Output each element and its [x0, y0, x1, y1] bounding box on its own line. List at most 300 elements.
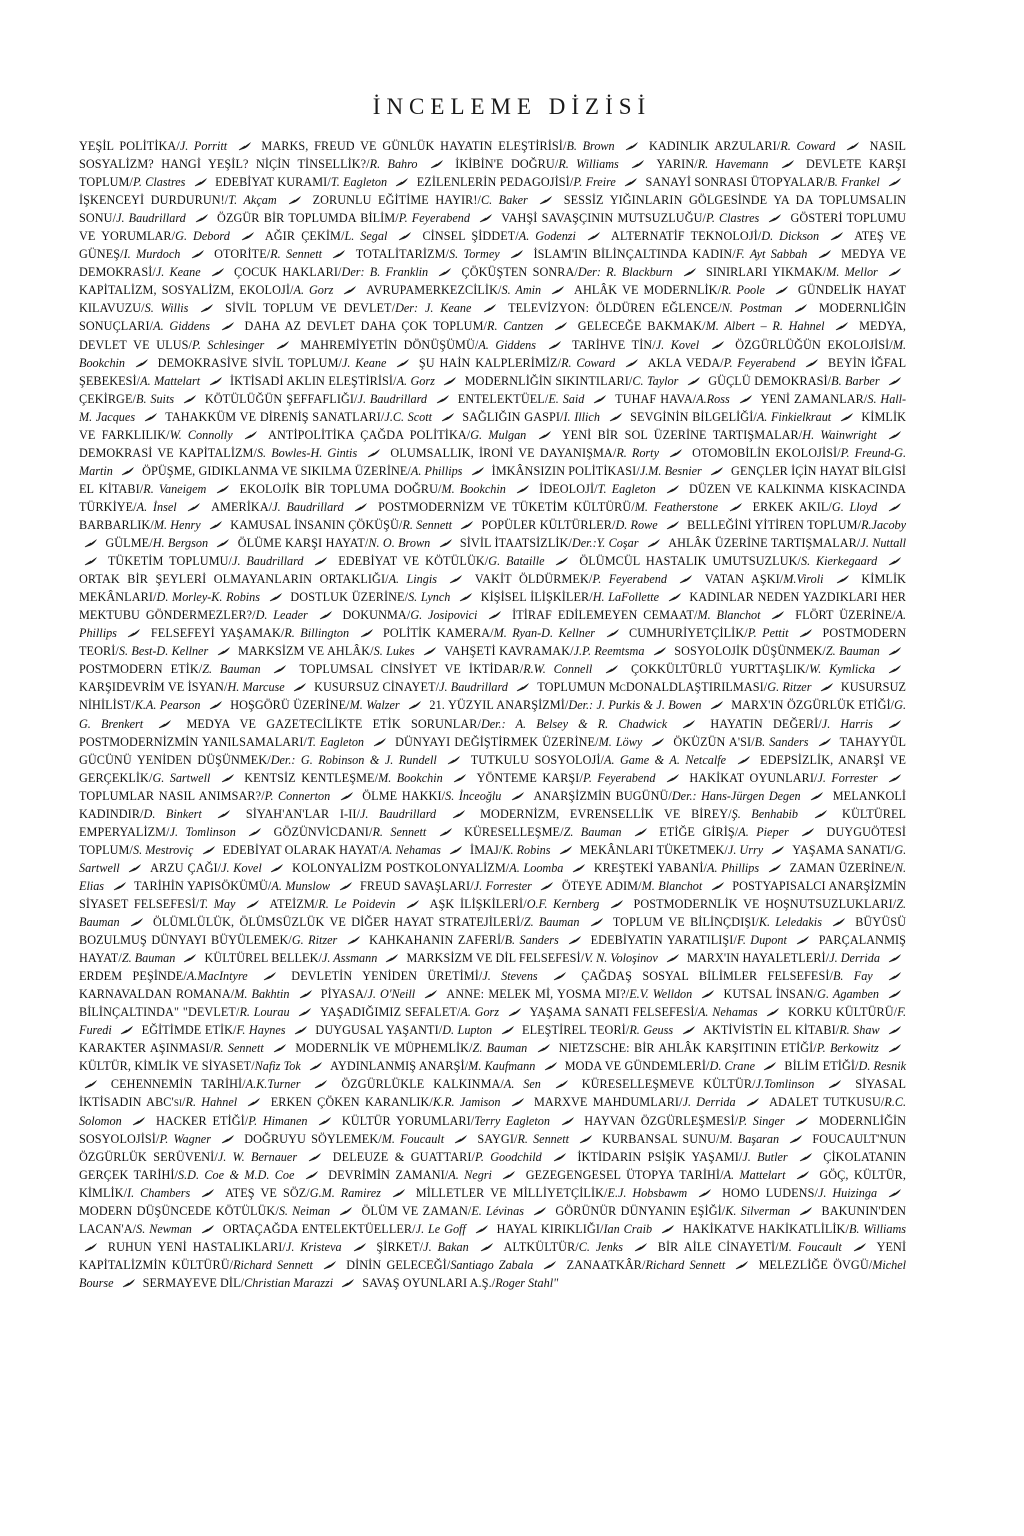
- leaf-ornament-icon: [305, 1170, 319, 1180]
- book-title: DEVLETİN YENİDEN ÜRETİMİ/: [291, 969, 483, 984]
- book-title: GENÇLER İÇİN HAYAT BİLGİSİ EL KİTABI/: [79, 463, 907, 496]
- book-title: ATEŞ VE GÜNEŞ/: [79, 229, 907, 262]
- book-author: E.J. Hobsbawm: [607, 1185, 688, 1200]
- catalog-entry: [481, 590, 659, 604]
- catalog-entry: [79, 1059, 301, 1073]
- book-title: HAKİKATVE HAKİKATLİLİK/: [682, 1221, 849, 1236]
- leaf-ornament-icon: [246, 899, 260, 909]
- leaf-ornament-icon: [679, 574, 693, 584]
- leaf-ornament-icon: [540, 881, 554, 891]
- leaf-ornament-icon: [217, 646, 231, 656]
- leaf-ornament-icon: [710, 700, 724, 710]
- book-author: S. Mestroviç: [132, 842, 194, 857]
- leaf-ornament-icon: [818, 737, 832, 747]
- book-author: F. Dupont: [736, 933, 787, 948]
- catalog-entry: [240, 482, 506, 496]
- leaf-ornament-icon: [888, 376, 902, 386]
- book-title: ERKEN ÇÖKEN KARANLIK/: [270, 1095, 433, 1110]
- leaf-ornament-icon: [846, 141, 860, 151]
- book-title: TOTALİTARİZM/: [355, 247, 450, 262]
- book-author: J.M. Besnier: [639, 463, 702, 478]
- book-author: G. Josipovici: [410, 608, 478, 623]
- book-author: S. Newman: [136, 1221, 192, 1236]
- book-author: D. Crane: [709, 1059, 756, 1074]
- book-title: BARBARLIK/: [79, 517, 154, 532]
- book-title: SİVİL İTAATSİZLİK/: [459, 536, 572, 551]
- leaf-ornament-icon: [711, 881, 725, 891]
- leaf-ornament-icon: [238, 141, 252, 151]
- book-title: ALTERNATİF TEKNOLOJİ/: [611, 229, 762, 244]
- book-author: A. Gorz: [460, 1005, 500, 1020]
- book-title: DOSTLUK ÜZERİNE/: [290, 590, 409, 605]
- catalog-entry: [79, 1041, 264, 1055]
- catalog-entry: [475, 572, 667, 586]
- catalog-entry: [480, 807, 798, 821]
- book-title: ŞİRKET/: [376, 1239, 424, 1254]
- book-title: DÜNYAYI DEĞİŞTİRMEK ÜZERİNE/: [395, 734, 599, 749]
- book-author: D. Resnik: [858, 1059, 907, 1074]
- book-author: J. Baudrillard: [360, 806, 437, 821]
- book-title: DOĞRUYU SÖYLEMEK/: [244, 1131, 382, 1146]
- book-title: SOSYOLOJİK DÜŞÜNMEK/: [674, 644, 826, 659]
- book-author: M. Bakhtin: [234, 987, 290, 1002]
- book-author: J. Kovel: [221, 860, 262, 875]
- leaf-ornament-icon: [424, 989, 438, 999]
- leaf-ornament-icon: [768, 863, 782, 873]
- catalog-entry: [705, 572, 824, 586]
- leaf-ornament-icon: [698, 1188, 712, 1198]
- leaf-ornament-icon: [194, 177, 208, 187]
- catalog-entry: [462, 410, 600, 424]
- book-author: A. Gorz: [396, 373, 435, 388]
- leaf-ornament-icon: [631, 159, 645, 169]
- book-title: FREUD SAVAŞLARI/: [360, 878, 474, 893]
- catalog-entry: [530, 1005, 758, 1019]
- catalog-entry: [230, 698, 399, 712]
- book-author: A. Negri: [448, 1167, 492, 1182]
- leaf-ornament-icon: [339, 881, 353, 891]
- book-title: YENİ ZAMANLAR/: [760, 391, 868, 406]
- book-title: ÇÖKÜŞTEN SONRA/: [461, 265, 578, 280]
- book-title: POSTMODERN TEORİ/: [79, 626, 907, 659]
- leaf-ornament-icon: [406, 899, 420, 909]
- catalog-entry: [446, 987, 692, 1001]
- book-title: AKLA VEDA/: [647, 355, 724, 370]
- leaf-ornament-icon: [553, 971, 567, 981]
- book-title: MEDYA VE GAZETECİLİKTE ETİK SORUNLAR/: [186, 716, 481, 731]
- leaf-ornament-icon: [701, 989, 715, 999]
- catalog-entry: [455, 157, 619, 171]
- catalog-entry: [290, 590, 450, 604]
- book-author: R. Billington: [284, 626, 350, 641]
- book-author: S. Amin: [501, 283, 542, 298]
- leaf-ornament-icon: [610, 899, 624, 909]
- catalog-entry: [390, 446, 659, 460]
- catalog-entry: [341, 1077, 541, 1091]
- book-author: J. Keane: [342, 355, 387, 370]
- book-author: P. Clastres: [706, 211, 760, 226]
- book-author: C. Baker: [481, 193, 528, 208]
- leaf-ornament-icon: [593, 394, 607, 404]
- book-author: J. Butler: [742, 1149, 788, 1164]
- leaf-ornament-icon: [209, 376, 223, 386]
- book-title: ÖZGÜRLÜKLE KALKINMA/: [341, 1077, 504, 1092]
- leaf-ornament-icon: [454, 1134, 468, 1144]
- leaf-ornament-icon: [538, 430, 552, 440]
- book-author: F. Haynes: [236, 1023, 286, 1038]
- leaf-ornament-icon: [516, 484, 530, 494]
- book-author: D. Binkert: [143, 806, 202, 821]
- book-author: P. Goodchild: [474, 1149, 542, 1164]
- book-author: M. Walzer: [349, 698, 400, 713]
- leaf-ornament-icon: [666, 484, 680, 494]
- book-title: GELECEĞE BAKMAK/: [577, 319, 706, 334]
- catalog-entry: [572, 338, 699, 352]
- leaf-ornament-icon: [309, 1061, 323, 1071]
- leaf-ornament-icon: [888, 664, 902, 674]
- book-title: OTOMOBİLİN EKOLOJİSİ/: [692, 445, 841, 460]
- book-title: GÖSTERİ TOPLUMU VE YORUMLAR/: [79, 211, 907, 244]
- book-author: T. May: [199, 896, 236, 911]
- book-title: RUHUN YENİ HASTALIKLARI/: [107, 1239, 286, 1254]
- book-author: S. İnceoğlu: [445, 788, 502, 803]
- book-title: DİNİN GELECEĞİ/: [346, 1257, 451, 1272]
- book-title: DEMOKRASİ VE KAPİTALİZM/: [79, 445, 257, 460]
- catalog-entry: [211, 500, 343, 514]
- leaf-ornament-icon: [314, 1079, 328, 1089]
- book-author: M. Foucault: [778, 1239, 842, 1254]
- book-title: ÇOCUK HAKLARI/: [234, 265, 342, 280]
- book-author: J. Bakan: [423, 1239, 469, 1254]
- leaf-ornament-icon: [135, 358, 149, 368]
- book-title: DELEUZE & GUATTARI/: [332, 1149, 475, 1164]
- book-title: AVRUPAMERKEZCİLİK/: [366, 283, 502, 298]
- leaf-ornament-icon: [711, 340, 725, 350]
- leaf-ornament-icon: [511, 791, 525, 801]
- catalog-entry: [658, 1240, 842, 1254]
- book-title: MİLLETLER VE MİLLİYETÇİLİK/: [415, 1185, 608, 1200]
- book-title: AHLÂK ÜZERİNE TARTIŞMALAR/: [668, 536, 861, 551]
- leaf-ornament-icon: [247, 1097, 261, 1107]
- catalog-entry: [533, 247, 807, 261]
- leaf-ornament-icon: [323, 1260, 337, 1270]
- leaf-ornament-icon: [209, 700, 223, 710]
- book-title: HOMO LUDENS/: [722, 1185, 818, 1200]
- catalog-entry: [611, 229, 819, 243]
- book-title: OTORİTE/: [214, 247, 271, 262]
- catalog-entry: [321, 987, 415, 1001]
- catalog-entry: [315, 1023, 492, 1037]
- catalog-entry: [594, 861, 759, 875]
- catalog-entry: [613, 915, 822, 929]
- book-author: R. Bahro: [369, 157, 418, 172]
- catalog-entry: [186, 717, 667, 731]
- book-title: BÜYÜSÜ BOZULMUŞ DÜNYAYI BÜYÜLEMEK/: [79, 915, 906, 948]
- book-author: R. Sennett: [213, 1041, 264, 1056]
- book-author: Christian Marazzi: [244, 1275, 334, 1290]
- catalog-entry: [299, 662, 592, 676]
- book-title: ALTKÜLTÜR/: [503, 1239, 579, 1254]
- leaf-ornament-icon: [551, 285, 565, 295]
- book-author: G. Mulgan: [470, 427, 527, 442]
- book-title: ORTAÇAĞDA ENTELEKTÜELLER/: [222, 1221, 416, 1236]
- book-author: Der: B. Franklin: [341, 265, 429, 280]
- book-title: EDEBİYATIN YARATILIŞI/: [590, 933, 737, 948]
- catalog-entry: [471, 753, 726, 767]
- leaf-ornament-icon: [651, 737, 665, 747]
- catalog-entry: [261, 139, 614, 153]
- catalog-entry: [356, 247, 500, 261]
- leaf-ornament-icon: [353, 1242, 367, 1252]
- catalog-entry: [238, 536, 430, 550]
- catalog-entry: [342, 608, 477, 622]
- book-author: M. Henry: [153, 517, 201, 532]
- book-title: YAŞAMA SANATI FELSEFESİ/: [529, 1005, 698, 1020]
- book-author: J. Stevens: [482, 969, 538, 984]
- book-title: KİMLİK VE FARKLILIK/: [79, 409, 907, 442]
- book-title: ÇEKİRGE/: [79, 391, 136, 406]
- leaf-ornament-icon: [775, 285, 789, 295]
- catalog-entry: [591, 933, 787, 947]
- leaf-ornament-icon: [683, 267, 697, 277]
- book-author: A. Pieper: [738, 824, 789, 839]
- leaf-ornament-icon: [624, 177, 638, 187]
- book-author: A. Nehamas: [697, 1005, 758, 1020]
- leaf-ornament-icon: [340, 791, 354, 801]
- catalog-entry: [79, 735, 364, 749]
- book-title: GÜÇLÜ DEMOKRASİ/: [708, 373, 832, 388]
- book-author: S. Best-D. Kellner: [118, 644, 209, 659]
- catalog-entry: [656, 157, 768, 171]
- leaf-ornament-icon: [737, 755, 751, 765]
- book-author: A. Giddens: [478, 337, 536, 352]
- leaf-ornament-icon: [248, 827, 262, 837]
- book-title: SESSİZ YIĞINLARIN GÖLGESİNDE YA DA TOPLUMSALIN SONU/: [79, 193, 907, 226]
- book-author: A. Lingis: [388, 572, 437, 587]
- leaf-ornament-icon: [888, 719, 902, 729]
- catalog-entry: [464, 825, 621, 839]
- book-title: POSTMODERNİZMİN YANILSAMALARI/: [79, 734, 308, 749]
- book-author: Roger Stahl": [495, 1275, 559, 1290]
- book-title: MAHREMİYETİN DÖNÜŞÜMÜ/: [300, 337, 479, 352]
- leaf-ornament-icon: [84, 538, 98, 548]
- book-author: K. Leledakis: [758, 915, 822, 930]
- book-title: MARXVE MAHDUMLARI/: [534, 1095, 683, 1110]
- leaf-ornament-icon: [555, 556, 569, 566]
- leaf-ornament-icon: [830, 231, 844, 241]
- book-author: J. Baudrillard: [357, 391, 427, 406]
- book-title: ŞU HAİN KALPLERİMİZ/: [418, 355, 562, 370]
- catalog-entry: [577, 1150, 787, 1164]
- book-author: E. Said: [548, 391, 585, 406]
- leaf-ornament-icon: [746, 1097, 760, 1107]
- book-title: CUMHURİYETÇİLİK/: [629, 626, 748, 641]
- book-title: İDEOLOJİ/: [539, 481, 598, 496]
- catalog-entry: [108, 1240, 342, 1254]
- catalog-entry: [501, 211, 759, 225]
- book-title: YENİ KAPİTALİZMİN KÜLTÜRÜ/: [79, 1239, 907, 1272]
- catalog-entry: [360, 879, 532, 893]
- book-title: KAMUSAL İNSANIN ÇÖKÜŞÜ/: [230, 517, 403, 532]
- book-author: H. Marcuse: [227, 680, 285, 695]
- leaf-ornament-icon: [423, 646, 437, 656]
- book-author: L. Segal: [344, 229, 388, 244]
- book-author: P. Clastres: [132, 175, 186, 190]
- catalog-entry: [79, 662, 261, 676]
- book-author: B. Sanders: [504, 933, 559, 948]
- book-author: J. Derrida: [682, 1095, 736, 1110]
- book-title: ENTELEKTÜEL/: [457, 391, 549, 406]
- leaf-ornament-icon: [113, 881, 127, 891]
- leaf-ornament-icon: [840, 412, 854, 422]
- catalog-entry: [508, 301, 782, 315]
- book-title: EĞİTİMDE ETİK/: [141, 1023, 237, 1038]
- book-title: ATEİZM/: [269, 896, 319, 911]
- leaf-ornament-icon: [814, 809, 828, 819]
- catalog-entry: [150, 861, 262, 875]
- book-title: BİR AİLE CİNAYETİ/: [657, 1239, 779, 1254]
- leaf-ornament-icon: [828, 1079, 842, 1089]
- book-title: ÖLME HAKKI/: [362, 788, 446, 803]
- book-title: GÖRÜNÜR DÜNYANIN EŞİĞİ/: [555, 1203, 726, 1218]
- leaf-ornament-icon: [480, 1242, 494, 1252]
- book-author: P. Pettit: [747, 626, 789, 641]
- book-author: M. Bookchin: [441, 481, 506, 496]
- leaf-ornament-icon: [347, 935, 361, 945]
- book-title: TOPLUMUN McDONALDLAŞTIRILMASI/: [537, 680, 768, 695]
- book-author: T. Eagleton: [307, 734, 365, 749]
- book-title: İKİBİN'E DOĞRU/: [455, 157, 559, 172]
- book-title: VAHŞETİ KAVRAMAK/: [444, 644, 574, 659]
- book-title: KUSURSUZ NİHİLİST/: [79, 680, 907, 713]
- book-author: Der.: A. Belsey & R. Chadwick: [480, 716, 668, 731]
- book-title: GÖZÜNVİCDANI/: [273, 824, 373, 839]
- book-author: Z. Bauman: [472, 1041, 528, 1056]
- book-title: ÖLÜM VE ZAMAN/: [361, 1203, 472, 1218]
- catalog-entry: [153, 915, 580, 929]
- book-author: J.C. Scott: [384, 409, 433, 424]
- leaf-ornament-icon: [735, 1260, 749, 1270]
- book-title: ETİĞE GİRİŞ/: [659, 824, 739, 839]
- leaf-ornament-icon: [888, 1043, 902, 1053]
- book-author: A. Finkielkraut: [756, 409, 832, 424]
- catalog-entry: [683, 1222, 906, 1236]
- book-title: KUSURSUZ CİNAYET/: [314, 680, 440, 695]
- catalog-entry: [673, 735, 808, 749]
- catalog-entry: [615, 392, 730, 406]
- book-author: P. Freire: [573, 175, 616, 190]
- book-author: P. Singer: [738, 1113, 785, 1128]
- book-title: POLİTİK KAMERA/: [383, 626, 494, 641]
- book-author: A.MacIntyre: [186, 969, 248, 984]
- book-title: BAKUNIN'DEN LACAN'A/: [79, 1203, 907, 1236]
- book-author: Z. Bauman: [79, 896, 907, 930]
- leaf-ornament-icon: [669, 448, 683, 458]
- catalog-entry: [539, 482, 656, 496]
- leaf-ornament-icon: [439, 538, 453, 548]
- book-title: POSTMODERNİZM VE TÜKETİM KÜLTÜRÜ/: [378, 499, 635, 514]
- leaf-ornament-icon: [888, 646, 902, 656]
- catalog-entry: [706, 265, 878, 279]
- catalog-entry: [504, 1240, 623, 1254]
- book-author: M. Featherstone: [634, 499, 719, 514]
- book-author: D. Dickson: [761, 229, 820, 244]
- book-title: TELEVİZYON: ÖLDÜREN EĞLENCE/: [508, 301, 722, 316]
- catalog-entry: [245, 319, 544, 333]
- leaf-ornament-icon: [766, 1007, 780, 1017]
- book-author: T. Eagleton: [330, 175, 388, 190]
- book-title: TAHAYYÜL GÜCÜNÜ YENİDEN DÜŞÜNMEK/: [79, 734, 906, 767]
- leaf-ornament-icon: [211, 267, 225, 277]
- book-author: A. Game & A. Netcalfe: [604, 752, 727, 767]
- book-author: M. Albert – R. Hahnel: [705, 319, 825, 334]
- book-author: S.D. Coe & M.D. Coe: [178, 1167, 295, 1182]
- leaf-ornament-icon: [439, 827, 453, 837]
- series-title: İNCELEME DİZİSİ: [372, 94, 652, 119]
- leaf-ornament-icon: [396, 358, 410, 368]
- book-title: DAHA AZ DEVLET DAHA ÇOK TOPLUM/: [244, 319, 488, 334]
- book-author: K.A. Pearson: [134, 698, 201, 713]
- book-title: TARİHİN YAPISÖKÜMÜ/: [134, 878, 272, 893]
- book-author: P. Schlesinger: [191, 337, 265, 352]
- catalog-entry: [581, 969, 872, 983]
- book-title: İMAJ/: [470, 842, 503, 857]
- book-title: PARÇALANMIŞ HAYAT/: [79, 933, 907, 966]
- book-author: R. Poole: [721, 283, 765, 298]
- book-title: MEKÂNLARI TÜKETMEK/: [579, 842, 728, 857]
- leaf-ornament-icon: [398, 231, 412, 241]
- book-author: J. O'Neill: [367, 987, 416, 1002]
- catalog-entry: [346, 1258, 533, 1272]
- book-title: POSTMODERN ETİK/: [79, 662, 203, 677]
- leaf-ornament-icon: [818, 249, 832, 259]
- leaf-ornament-icon: [273, 1043, 287, 1053]
- catalog-entry: [629, 626, 789, 640]
- book-author: G. Sartwell: [79, 842, 907, 875]
- catalog-entry: [406, 951, 657, 965]
- book-author: B. Barber: [831, 373, 880, 388]
- book-author: Z. Bauman: [563, 824, 622, 839]
- leaf-ornament-icon: [543, 1260, 557, 1270]
- book-title: POSTMODERNLİK VE HOŞNUTSUZLUKLARI/: [633, 896, 897, 911]
- leaf-ornament-icon: [195, 213, 209, 223]
- catalog-entry: [108, 554, 304, 568]
- leaf-ornament-icon: [888, 1188, 902, 1198]
- leaf-ornament-icon: [339, 1206, 353, 1216]
- catalog-entry: [689, 771, 877, 785]
- book-title: ÇAĞDAŞ SOSYAL BİLİMLER FELSEFESİ/: [581, 969, 833, 984]
- book-title: İMKÂNSIZIN POLİTİKASI/: [491, 463, 640, 478]
- book-author: R.W. Connell: [523, 662, 593, 677]
- book-title: DUYGUÖTESİ TOPLUM/: [79, 824, 907, 857]
- book-author: J. Kovel: [655, 337, 700, 352]
- leaf-ornament-icon: [200, 303, 214, 313]
- book-author: M. Ryan-D. Kellner: [493, 626, 596, 641]
- leaf-ornament-icon: [888, 971, 902, 981]
- leaf-ornament-icon: [298, 1007, 312, 1017]
- book-author: C. Taylor: [632, 373, 679, 388]
- book-author: S. Bowles-H. Gintis: [256, 445, 358, 460]
- leaf-ornament-icon: [795, 1116, 809, 1126]
- catalog-entry: [234, 265, 428, 279]
- book-title: SANAYİ SONRASI ÜTOPYALAR/: [645, 175, 828, 190]
- book-title: GÜLME/: [105, 536, 153, 551]
- book-title: İŞKENCEYİ DURDURUN!/: [79, 193, 229, 208]
- leaf-ornament-icon: [452, 809, 466, 819]
- leaf-ornament-icon: [241, 231, 255, 241]
- leaf-ornament-icon: [634, 827, 648, 837]
- book-title: NASIL SOSYALİZM? HANGİ YEŞİL? NİÇİN TİNSELLİK?/: [79, 139, 906, 172]
